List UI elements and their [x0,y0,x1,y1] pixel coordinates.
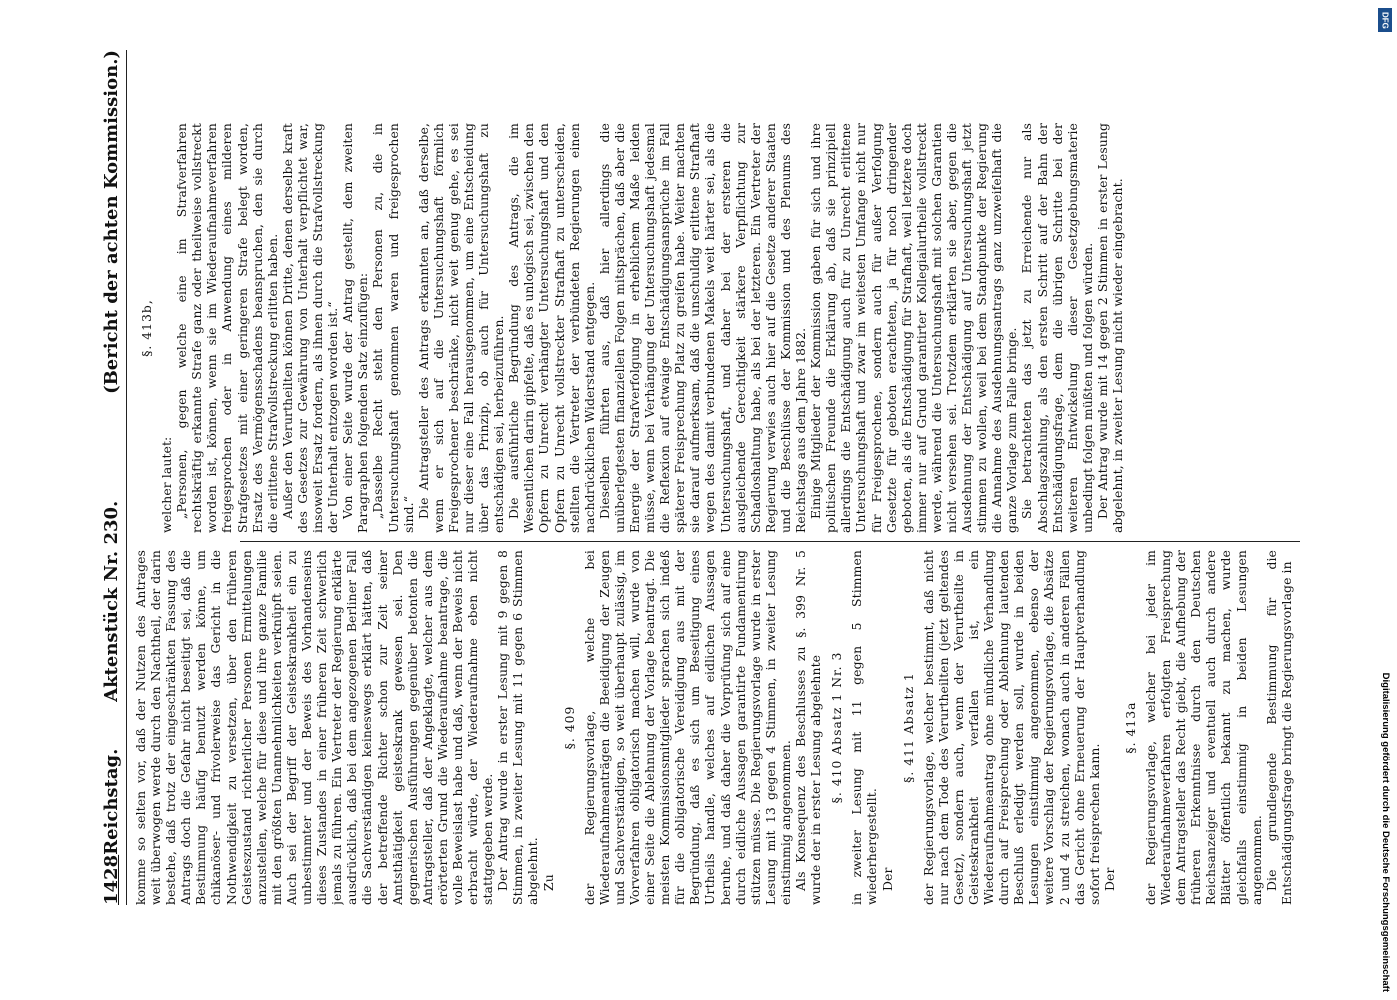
header-rule [126,50,127,905]
paragraph: Der [1101,867,1117,891]
section-heading: §. 410 Absatz 1 Nr. 3 [829,651,845,804]
header-left-title: Reichstag. [101,748,122,855]
watermark-text: Digitalisierung gefördert durch die Deutsche Forschungsgemeinschaft [1380,672,1391,992]
page-header [96,50,122,905]
paragraph: Zu [540,874,556,891]
paragraph: der Regierungsvorlage, welcher bestimmt, daß nicht nur nach dem Tode des Verurtheilten (jetzt geltendes Gesetz), sondern auch, wenn der Verurtheilte in Geisteskrankheit verfallen ist, ein Wiederaufnahmeantrag ohne mündliche Verhandlung durch auf Freisprechung oder Ablehnung lautenden Beschluß erledigt werden soll, wurde in beiden Lesungen einstimmig angenommen, ebenso der weitere Vorschlag der Regierungsvorlage, die Absätze 2 und 4 zu streichen, wonach auch in anderen Fällen das Gericht ohne Erneuerung der Hauptverhandlung sofort freisprechen kann. [920,550,1102,905]
dfg-watermark [1377,8,1393,992]
paragraph: der Regierungsvorlage, welche bei Wiederaufnahmeanträgen die Beeidigung der Zeugen und Sachverständigen, so weit überhaupt zulässig, im Vorverfahren obligatorisch machen will, wurde von einer Seite die Ablehnung der Vorlage beantragt. Die meisten Kommissionsmitglieder sprachen sich indeß für die obligatorische Vereidigung aus mit der Begründung, daß es sich um Beseitigung eines Urtheils handle, welches auf eidlichen Aussagen beruhe, und daß daher die Vorprüfung sich auf eine durch eidliche Aussagen garantirte Fundamentirung stützen müsse. Die Regierungsvorlage wurde in erster Lesung mit 13 gegen 4 Stimmen, in zweiter Lesung einstimmig angenommen. [581,550,793,905]
paragraph: komme so selten vor, daß der Nutzen des Antrages weit überwogen werde durch den Nachtheil, der darin bestehe, daß trotz der eingeschränkten Fassung des Antrags doch die Gefahr nicht beseitigt sei, daß die Bestimmung häufig benutzt werden könne, um chikanöser- und frivolerweise das Gericht in die Nothwendigkeit zu versetzen, über den früheren Geisteszustand richterlicher Personen Ermittelungen anzustellen, welche für diese und ihre ganze Familie mit den größten Unannehmlichkeiten verknüpft seien. Auch sei der Begriff der Geisteskrankheit ein zu unbestimmter und der Beweis des Vorhandenseins dieses Zustandes in einer früheren Zeit schwerlich jemals zu führen. Ein Vertreter der Regierung erklärte ausdrücklich, daß bei dem angezogenen Berliner Fall die Sachverständigen keineswegs erklärt hätten, daß der betreffende Richter schon zur Zeit seiner Amtsthätigkeit geisteskrank gewesen sei. Den gegnerischen Ausführungen gegenüber betonten die Antragsteller, daß der Angeklagte, welcher aus dem erörterten Grund die Wiederaufnahme beantrage, die volle Beweislast habe und daß, wenn der Beweis nicht erbracht würde, der Wiederaufnahme eben nicht stattgegeben werde. [133,550,496,905]
column-divider [240,541,1300,542]
paragraph: Außer den Verurtheilten können Dritte, denen derselbe kraft des Gesetzes zur Gewährung von Unterhalt verpflichtet war, insoweit Ersatz fordern, als ihnen durch die Strafvollstreckung der Unterhalt entzogen worden ist.“ [279,123,341,533]
paragraph: „Personen, gegen welche eine im Strafverfahren rechtskräftig erkannte Strafe ganz oder theilweise vollstreckt worden ist, können, wenn sie im Wiederaufnahmeverfahren freigesprochen oder in Anwendung eines milderen Strafgesetzes mit einer geringeren Strafe belegt worden, Ersatz des Vermögensschadens beanspruchen, den sie durch die erlittene Strafvollstreckung erlitten haben. [174,123,280,533]
paragraph: Der Antrag wurde in erster Lesung mit 9 gegen 8 Stimmen, in zweiter Lesung mit 11 gegen 6 Stimmen abgelehnt. [495,550,541,905]
paragraph: Einige Mitglieder der Kommission gaben für sich und ihre politischen Freunde die Erklärung ab, daß sie prinzipiell allerdings die Entschädigung auch für zu Unrecht erlittene Untersuchungshaft und zwar im weitesten Umfange nicht nur für Freigesprochene, sondern auch für außer Verfolgung Gesetzte für geboten erachteten, ja für noch dringender geboten, als die Entschädigung für Strafhaft, weil letztere doch immer nur auf Grund garantirter Kollegialurtheile vollstreckt werde, während die Untersuchungshaft mit solchen Garantien nicht versehen sei. Trotzdem erklärten sie aber, gegen die Ausdehnung der Entschädigung auf Untersuchungshaft jetzt stimmen zu wollen, weil bei dem Standpunkte der Regierung die Annahme des Ausdehnungsantrags ganz unzweifelhaft die ganze Vorlage zum Falle bringe. [808,123,1020,533]
section-heading: §. 413a [1122,701,1138,754]
paragraph: Der Antrag wurde mit 14 gegen 2 Stimmen in erster Lesung abgelehnt, in zweiter Lesung nicht wieder eingebracht. [1094,123,1125,533]
paragraph: Die ausführliche Begründung des Antrags, die im Wesentlichen darin gipfelte, daß es unlogisch sei, zwischen den Opfern zu Unrecht verhängter Untersuchungshaft und den Opfern zu Unrecht vollstreckter Strafhaft zu unterscheiden, stellten die Vertreter der verbündeten Regierungen einen nachdrücklichen Widerstand entgegen. [506,123,597,533]
text-column-right [133,123,1303,533]
paragraph: Die Antragsteller des Antrags erkannten an, daß derselbe, wenn er sich auf die Untersuchungshaft förmlich Freigesprochener beschränke, nicht weit genug gehe, es sei nur dieser eine Fall herausgenommen, um eine Entscheidung über das Prinzip, ob auch für Untersuchungshaft zu entschädigen sei, herbeizuführen. [415,123,507,533]
paragraph: welcher lautet: [159,436,175,533]
paragraph: Der [879,867,895,891]
paragraph: Sie betrachteten das jetzt zu Erreichende nur als Abschlagszahlung, als den ersten Schritt auf der Bahn der Entschädigungsfrage, dem die übrigen Schritte bei der weiteren Entwickelung dieser Gesetzgebungsmaterie unbedingt folgen müßten und folgen würden. [1019,123,1095,533]
section-heading: §. 413b, [139,299,154,357]
section-heading: §. 409 [561,705,577,750]
paragraph: „Dasselbe Recht steht den Personen zu, die in Untersuchungshaft genommen waren und freigesprochen sind.“ [370,123,416,533]
page-number: 1428 [101,854,122,905]
paragraph: Dieselben führten aus, daß hier allerdings die unüberlegtesten finanziellen Folgen mitsprächen, daß aber die Energie der Strafverfolgung in erheblichem Maße leiden müsse, wenn bei Verhängung der Untersuchungshaft jedesmal die Reflexion auf etwaige Entschädigungsansprüche im Fall späterer Freisprechung Platz zu greifen habe. Weiter machten sie darauf aufmerksam, daß die unschuldig erlittene Strafhaft wegen des damit verbundenen Makels weit härter sei, als die Untersuchungshaft, und daher bei der ersteren die ausgleichende Gerechtigkeit stärkere Verpflichtung zur Schadloshaltung habe, als bei der letzteren. Ein Vertreter der Regierung verwies auch hier auf die Gesetze anderer Staaten und die Beschlüsse der Kommission und des Plenums des Reichstags aus dem Jahre 1882. [596,123,809,533]
section-heading: §. 411 Absatz 1 [900,672,916,783]
text-column-left [133,550,1303,905]
paragraph: Von einer Seite wurde der Antrag gestellt, dem zweiten Paragraphen folgenden Satz einzufügen: [340,123,371,533]
paragraph: Als Konsequenz des Beschlusses zu §. 399 Nr. 5 wurde der in erster Lesung abgelehnte [793,550,824,905]
paragraph: Die grundlegende Bestimmung für die Entschädigungsfrage bringt die Regierungsvorlage in [1263,550,1294,905]
dfg-logo: DFG [1378,8,1392,32]
header-right-title: (Bericht der achten Kommission.) [101,50,122,394]
paragraph: der Regierungsvorlage, welcher bei jeder im Wiederaufnahmeverfahren erfolgten Freisprechung dem Antragsteller das Recht giebt, die Aufhebung der früheren Erkenntnisse durch den Deutschen Reichsanzeiger und eventuell auch durch andere Blätter öffentlich bekannt zu machen, wurde gleichfalls einstimmig in beiden Lesungen angenommen. [1143,550,1264,905]
paragraph: in zweiter Lesung mit 11 gegen 5 Stimmen wiederhergestellt. [849,550,880,905]
header-middle-title: Aktenstück Nr. 230. [101,500,122,702]
